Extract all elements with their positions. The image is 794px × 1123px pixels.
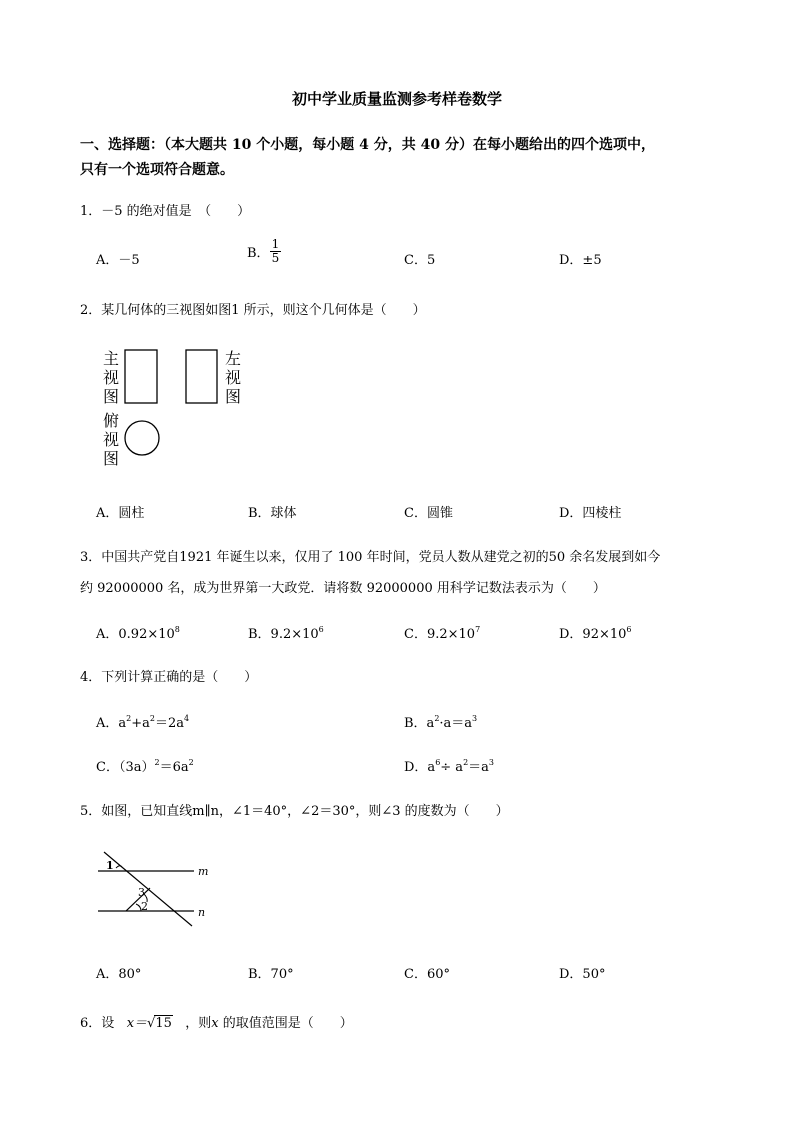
q2-option-c: C．圆锥 bbox=[404, 506, 453, 521]
question-3-line1: 3．中国共产党自1921 年诞生以来，仅用了 100 年时间，党员人数从建党之初的50 余名发展到如今 bbox=[80, 550, 661, 565]
label-3: 3 bbox=[138, 886, 145, 899]
q4-d-exp: 6 bbox=[435, 758, 441, 767]
q4-a-exp: 2 bbox=[149, 714, 155, 723]
page-title: 初中学业质量监测参考样卷数学 bbox=[291, 90, 502, 108]
q4-d-exp: 2 bbox=[463, 758, 469, 767]
q3-option-a-exponent: 8 bbox=[174, 625, 180, 634]
top-view-circle bbox=[125, 421, 159, 455]
q6-radicand: 15 bbox=[155, 1016, 172, 1031]
q5-option-b: B．70° bbox=[248, 967, 294, 982]
label-2: 2 bbox=[141, 900, 148, 913]
q1-option-a: A．－5 bbox=[96, 253, 140, 268]
q4-a-exp: 4 bbox=[184, 714, 190, 723]
q4-b-exp: 3 bbox=[472, 714, 478, 723]
q4-option-b bbox=[404, 712, 477, 731]
q2-option-a: A．圆柱 bbox=[96, 506, 145, 521]
q4-c-part: ＝6a bbox=[159, 760, 189, 775]
q4-option-d bbox=[404, 756, 494, 775]
q4-a-part: A．a bbox=[96, 716, 127, 731]
q6-prefix: 6．设 bbox=[80, 1016, 115, 1031]
section-heading-line1: 一、选择题：（本大题共 10 个小题，每小题 4 分，共 40 分）在每小题给出的四个选项中， bbox=[80, 137, 655, 153]
question-1-stem: 1．－5 的绝对值是 （ ） bbox=[80, 204, 251, 219]
label-n: n bbox=[198, 906, 206, 919]
label-m: m bbox=[198, 865, 209, 878]
q3-option-b-base: B．9.2×10 bbox=[248, 627, 319, 642]
question-5-stem: 5．如图，已知直线m∥n，∠1＝40°，∠2＝30°，则∠3 的度数为（ ） bbox=[80, 804, 509, 819]
q1-option-b bbox=[247, 238, 281, 265]
q6-x-equals: x＝ bbox=[126, 1016, 148, 1031]
q1-option-d: D．±5 bbox=[559, 253, 602, 268]
question-4-stem: 4．下列计算正确的是（ ） bbox=[80, 670, 258, 685]
top-view-label-1: 俯 bbox=[102, 411, 120, 430]
sqrt-icon: √ bbox=[147, 1016, 156, 1031]
q3-option-d-base: D．92×10 bbox=[559, 627, 627, 642]
q4-c-exp: 2 bbox=[154, 758, 160, 767]
q4-d-part: ÷ a bbox=[440, 760, 464, 775]
q4-c-exp: 2 bbox=[188, 758, 194, 767]
q3-option-d bbox=[559, 623, 632, 642]
front-view-label-1: 主 bbox=[102, 349, 120, 368]
left-view-rectangle bbox=[186, 350, 217, 403]
q4-option-a bbox=[96, 712, 189, 731]
q4-d-exp: 3 bbox=[488, 758, 495, 767]
front-view-label-3: 图 bbox=[102, 387, 120, 406]
q3-option-c bbox=[404, 623, 480, 642]
three-view-figure bbox=[96, 346, 256, 474]
label-1: 1 bbox=[106, 859, 114, 872]
q4-d-part: ＝a bbox=[468, 760, 489, 775]
left-view-label-3: 图 bbox=[224, 387, 242, 406]
q3-option-b-exponent: 6 bbox=[318, 625, 324, 634]
top-view-label-3: 图 bbox=[102, 449, 120, 468]
q3-option-a bbox=[96, 623, 180, 642]
q4-a-part: +a bbox=[131, 716, 150, 731]
top-view-label-2: 视 bbox=[102, 430, 120, 449]
q3-option-b bbox=[248, 623, 324, 642]
transversal-line bbox=[104, 852, 192, 926]
q2-option-d: D．四棱柱 bbox=[559, 506, 622, 521]
left-view-label-1: 左 bbox=[224, 349, 242, 368]
q1-option-b-fraction bbox=[270, 238, 282, 265]
q1-option-c: C．5 bbox=[404, 253, 436, 268]
q3-option-c-base: C．9.2×10 bbox=[404, 627, 476, 642]
q5-option-a: A．80° bbox=[96, 967, 142, 982]
fraction-denominator: 5 bbox=[271, 251, 280, 265]
front-view-rectangle bbox=[125, 350, 157, 403]
q6-tail: 的取值范围是（ ） bbox=[222, 1016, 353, 1031]
left-view-label-2: 视 bbox=[224, 368, 242, 387]
q3-option-c-exponent: 7 bbox=[475, 625, 481, 634]
q4-option-c bbox=[96, 756, 194, 775]
q1-option-b-prefix: B． bbox=[247, 246, 270, 261]
q3-option-a-base: A．0.92×10 bbox=[96, 627, 175, 642]
q5-option-c: C．60° bbox=[404, 967, 450, 982]
question-6-stem bbox=[80, 1012, 353, 1031]
q4-d-part: D．a bbox=[404, 760, 436, 775]
q4-a-part: ＝2a bbox=[154, 716, 185, 731]
section-heading-line2: 只有一个选项符合题意。 bbox=[80, 162, 234, 178]
q4-b-part: B．a bbox=[404, 716, 435, 731]
q4-a-exp: 2 bbox=[126, 714, 132, 723]
q6-suffix: ，则 bbox=[185, 1016, 212, 1031]
q2-option-b: B．球体 bbox=[248, 506, 297, 521]
q4-b-part: ·a＝a bbox=[439, 716, 473, 731]
q4-b-exp: 2 bbox=[434, 714, 440, 723]
q4-c-part: C．（3a） bbox=[96, 760, 155, 775]
q6-x: x bbox=[211, 1016, 219, 1031]
front-view-label-2: 视 bbox=[102, 368, 120, 387]
question-3-line2: 约 92000000 名，成为世界第一大政党．请将数 92000000 用科学记数法表示为（ ） bbox=[80, 581, 606, 596]
q3-option-d-exponent: 6 bbox=[626, 625, 632, 634]
question-2-stem: 2．某几何体的三视图如图1 所示，则这个几何体是（ ） bbox=[80, 303, 426, 318]
q5-option-d: D．50° bbox=[559, 967, 606, 982]
fraction-numerator: 1 bbox=[271, 237, 280, 251]
parallel-lines-figure bbox=[96, 846, 216, 934]
